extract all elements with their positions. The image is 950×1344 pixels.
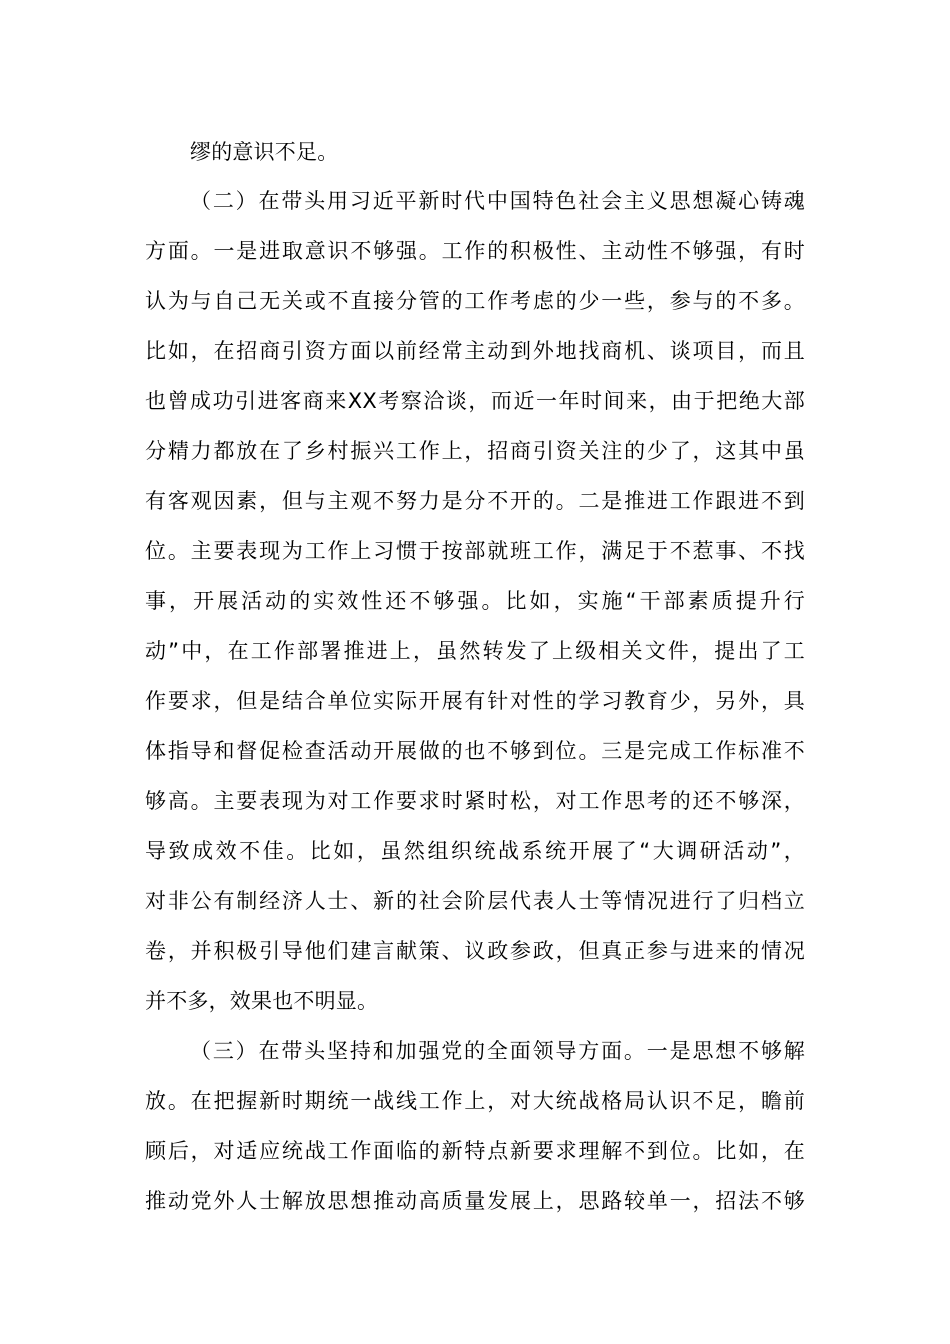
text-line: 并不多，效果也不明显。 — [145, 989, 379, 1013]
text-line: 推动党外人士解放思想推动高质量发展上，思路较单一，招法不够 — [145, 1189, 805, 1213]
text-line: 有客观因素，但与主观不努力是分不开的。二是推进工作跟进不到 — [145, 489, 805, 513]
text-line: 体指导和督促检查活动开展做的也不够到位。三是完成工作标准不 — [145, 739, 805, 763]
text-line: 卷，并积极引导他们建言献策、议政参政，但真正参与进来的情况 — [145, 939, 805, 963]
text-line: 动”中，在工作部署推进上，虽然转发了上级相关文件，提出了工 — [145, 639, 805, 663]
text-line: 比如，在招商引资方面以前经常主动到外地找商机、谈项目，而且 — [145, 339, 805, 363]
text-line: 够高。主要表现为对工作要求时紧时松，对工作思考的还不够深， — [145, 789, 805, 813]
text-line: 也曾成功引进客商来XX考察洽谈，而近一年时间来，由于把绝大部 — [145, 389, 805, 413]
text-line: 位。主要表现为工作上习惯于按部就班工作，满足于不惹事、不找 — [145, 539, 805, 563]
text-line: 缪的意识不足。 — [190, 140, 339, 164]
text-line: 事，开展活动的实效性还不够强。比如，实施“干部素质提升行 — [145, 589, 805, 613]
text-line: 认为与自己无关或不直接分管的工作考虑的少一些，参与的不多。 — [145, 289, 805, 313]
text-line: 方面。一是进取意识不够强。工作的积极性、主动性不够强，有时 — [145, 239, 805, 263]
text-line: 分精力都放在了乡村振兴工作上，招商引资关注的少了，这其中虽 — [145, 439, 805, 463]
text-line: 导致成效不佳。比如，虽然组织统战系统开展了“大调研活动”， — [145, 839, 805, 863]
text-line: 放。在把握新时期统一战线工作上，对大统战格局认识不足，瞻前 — [145, 1089, 805, 1113]
section-heading-line: （二）在带头用习近平新时代中国特色社会主义思想凝心铸魂 — [190, 189, 805, 213]
text-line: 顾后，对适应统战工作面临的新特点新要求理解不到位。比如，在 — [145, 1139, 805, 1163]
text-line: 对非公有制经济人士、新的社会阶层代表人士等情况进行了归档立 — [145, 889, 805, 913]
text-line: 作要求，但是结合单位实际开展有针对性的学习教育少，另外，具 — [145, 689, 805, 713]
section-heading-line: （三）在带头坚持和加强党的全面领导方面。一是思想不够解 — [190, 1039, 805, 1063]
